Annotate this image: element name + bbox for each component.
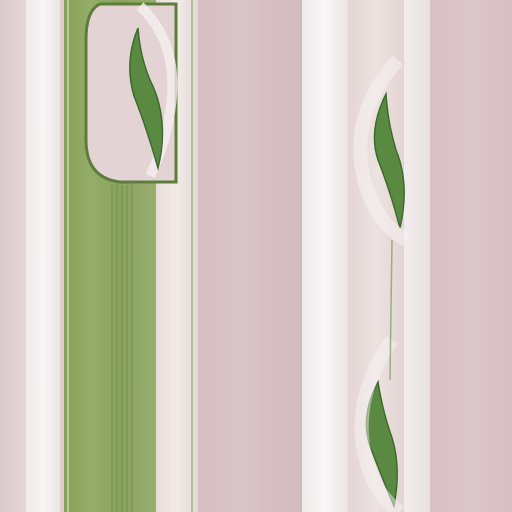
olive-pinstripes — [112, 185, 132, 512]
stem-line — [390, 240, 392, 380]
